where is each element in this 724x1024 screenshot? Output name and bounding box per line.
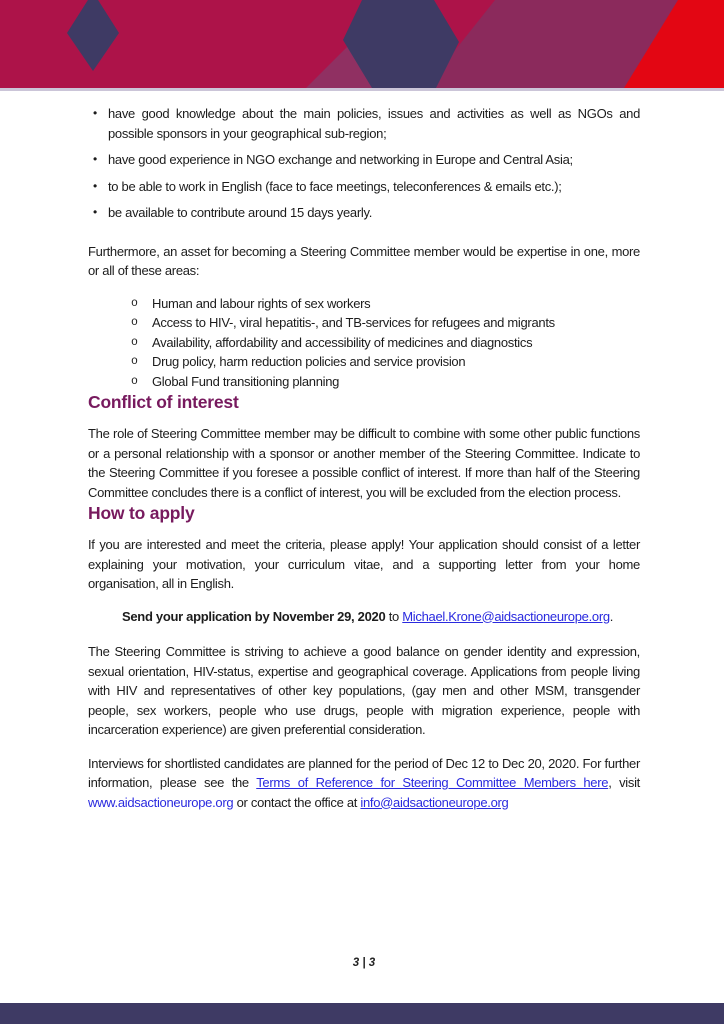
bullet-marker: • bbox=[93, 205, 97, 219]
office-email-link[interactable]: info@aidsactioneurope.org bbox=[360, 794, 509, 810]
how-to-apply-paragraph: If you are interested and meet the criteria, please apply! Your application should consist of a letter explaining your motivation, your curriculum vitae, and a supporting letter from your home organisation, all in English. bbox=[88, 537, 640, 591]
send-deadline-bold-text: Send your application by November 29, 2020 bbox=[122, 608, 386, 624]
list-item bbox=[88, 372, 640, 392]
send-line-text: to bbox=[385, 608, 403, 624]
how-to-apply-heading: How to apply bbox=[88, 503, 195, 523]
bullet-text: be available to contribute around 15 days yearly. bbox=[108, 205, 373, 220]
list-item bbox=[88, 104, 640, 143]
sub-bullet-text: Global Fund transitioning planning bbox=[152, 373, 340, 389]
bullet-marker: • bbox=[93, 152, 97, 166]
list-item bbox=[88, 333, 640, 353]
sub-bullet-text: Drug policy, harm reduction policies and service provision bbox=[152, 354, 466, 369]
list-item bbox=[88, 352, 640, 372]
list-item bbox=[88, 203, 640, 223]
header-decoration-band bbox=[0, 0, 724, 91]
conflict-of-interest-paragraph: The role of Steering Committee member may be difficult to combine with some other public functions or a personal relationship with a sponsor or another member of the Steering Committee. Indicate to the Steering Committee if you foresee a possible conflict of interest. If more than half of the Steering Committee concludes there is a conflict of interest, you will be excluded from the election process. bbox=[88, 426, 640, 500]
interviews-paragraph bbox=[88, 754, 640, 813]
sub-bullet-marker: o bbox=[131, 374, 138, 388]
sub-bullet-marker: o bbox=[131, 335, 138, 349]
interviews-text: , visit bbox=[608, 775, 640, 790]
website-link[interactable]: www.aidsactioneurope.org bbox=[88, 794, 234, 810]
sub-bullet-marker: o bbox=[131, 296, 138, 310]
criteria-bullet-list bbox=[88, 104, 640, 223]
list-item bbox=[88, 177, 640, 197]
furthermore-paragraph: Furthermore, an asset for becoming a Steering Committee member would be expertise in one, more or all of these areas: bbox=[88, 243, 640, 278]
sub-bullet-text: Human and labour rights of sex workers bbox=[152, 295, 371, 311]
bullet-text: have good knowledge about the main policies, issues and activities as well as NGOs and possible sponsors in your geographical sub-region; bbox=[108, 106, 640, 141]
bullet-text: to be able to work in English (face to face meetings, teleconferences & emails etc.); bbox=[108, 178, 562, 194]
sub-bullet-marker: o bbox=[131, 355, 138, 368]
send-application-line bbox=[122, 607, 640, 627]
list-item bbox=[88, 150, 640, 170]
terms-of-reference-link[interactable]: Terms of Reference for Steering Committee Members here bbox=[256, 775, 609, 790]
bullet-text: have good experience in NGO exchange and networking in Europe and Central Asia; bbox=[108, 152, 573, 167]
page-number: 3 | 3 bbox=[352, 957, 376, 969]
list-item bbox=[88, 313, 640, 333]
bullet-marker: • bbox=[93, 178, 97, 193]
interviews-text: Interviews for shortlisted candidates are planned for the period of Dec 12 to Dec 20, 2020. For further information, please see the bbox=[88, 755, 640, 790]
sub-bullet-marker: o bbox=[131, 316, 138, 329]
application-email-link[interactable]: Michael.Krone@aidsactioneurope.org bbox=[402, 608, 610, 624]
send-line-period: . bbox=[609, 608, 614, 624]
page-content bbox=[88, 104, 640, 812]
header-shapes-graphic bbox=[0, 0, 724, 88]
sub-bullet-text: Availability, affordability and accessibility of medicines and diagnostics bbox=[152, 334, 533, 350]
sub-bullet-text: Access to HIV-, viral hepatitis-, and TB-services for refugees and migrants bbox=[152, 315, 555, 330]
interviews-text: or contact the office at bbox=[233, 794, 361, 810]
list-item bbox=[88, 294, 640, 314]
bullet-marker: • bbox=[93, 106, 97, 120]
balance-paragraph: The Steering Committee is striving to achieve a good balance on gender identity and expression, sexual orientation, HIV-status, expertise and geographical coverage. Applications from people living with HIV and representatives of other key populations, (gay men and other MSM, transgender people, sex workers, people who use drugs, people with migration experience, people with incarceration experience) are given preferential consideration. bbox=[88, 644, 640, 737]
footer-decoration-band bbox=[0, 1003, 724, 1024]
conflict-of-interest-heading: Conflict of interest bbox=[88, 392, 239, 412]
expertise-sub-list bbox=[88, 294, 640, 392]
